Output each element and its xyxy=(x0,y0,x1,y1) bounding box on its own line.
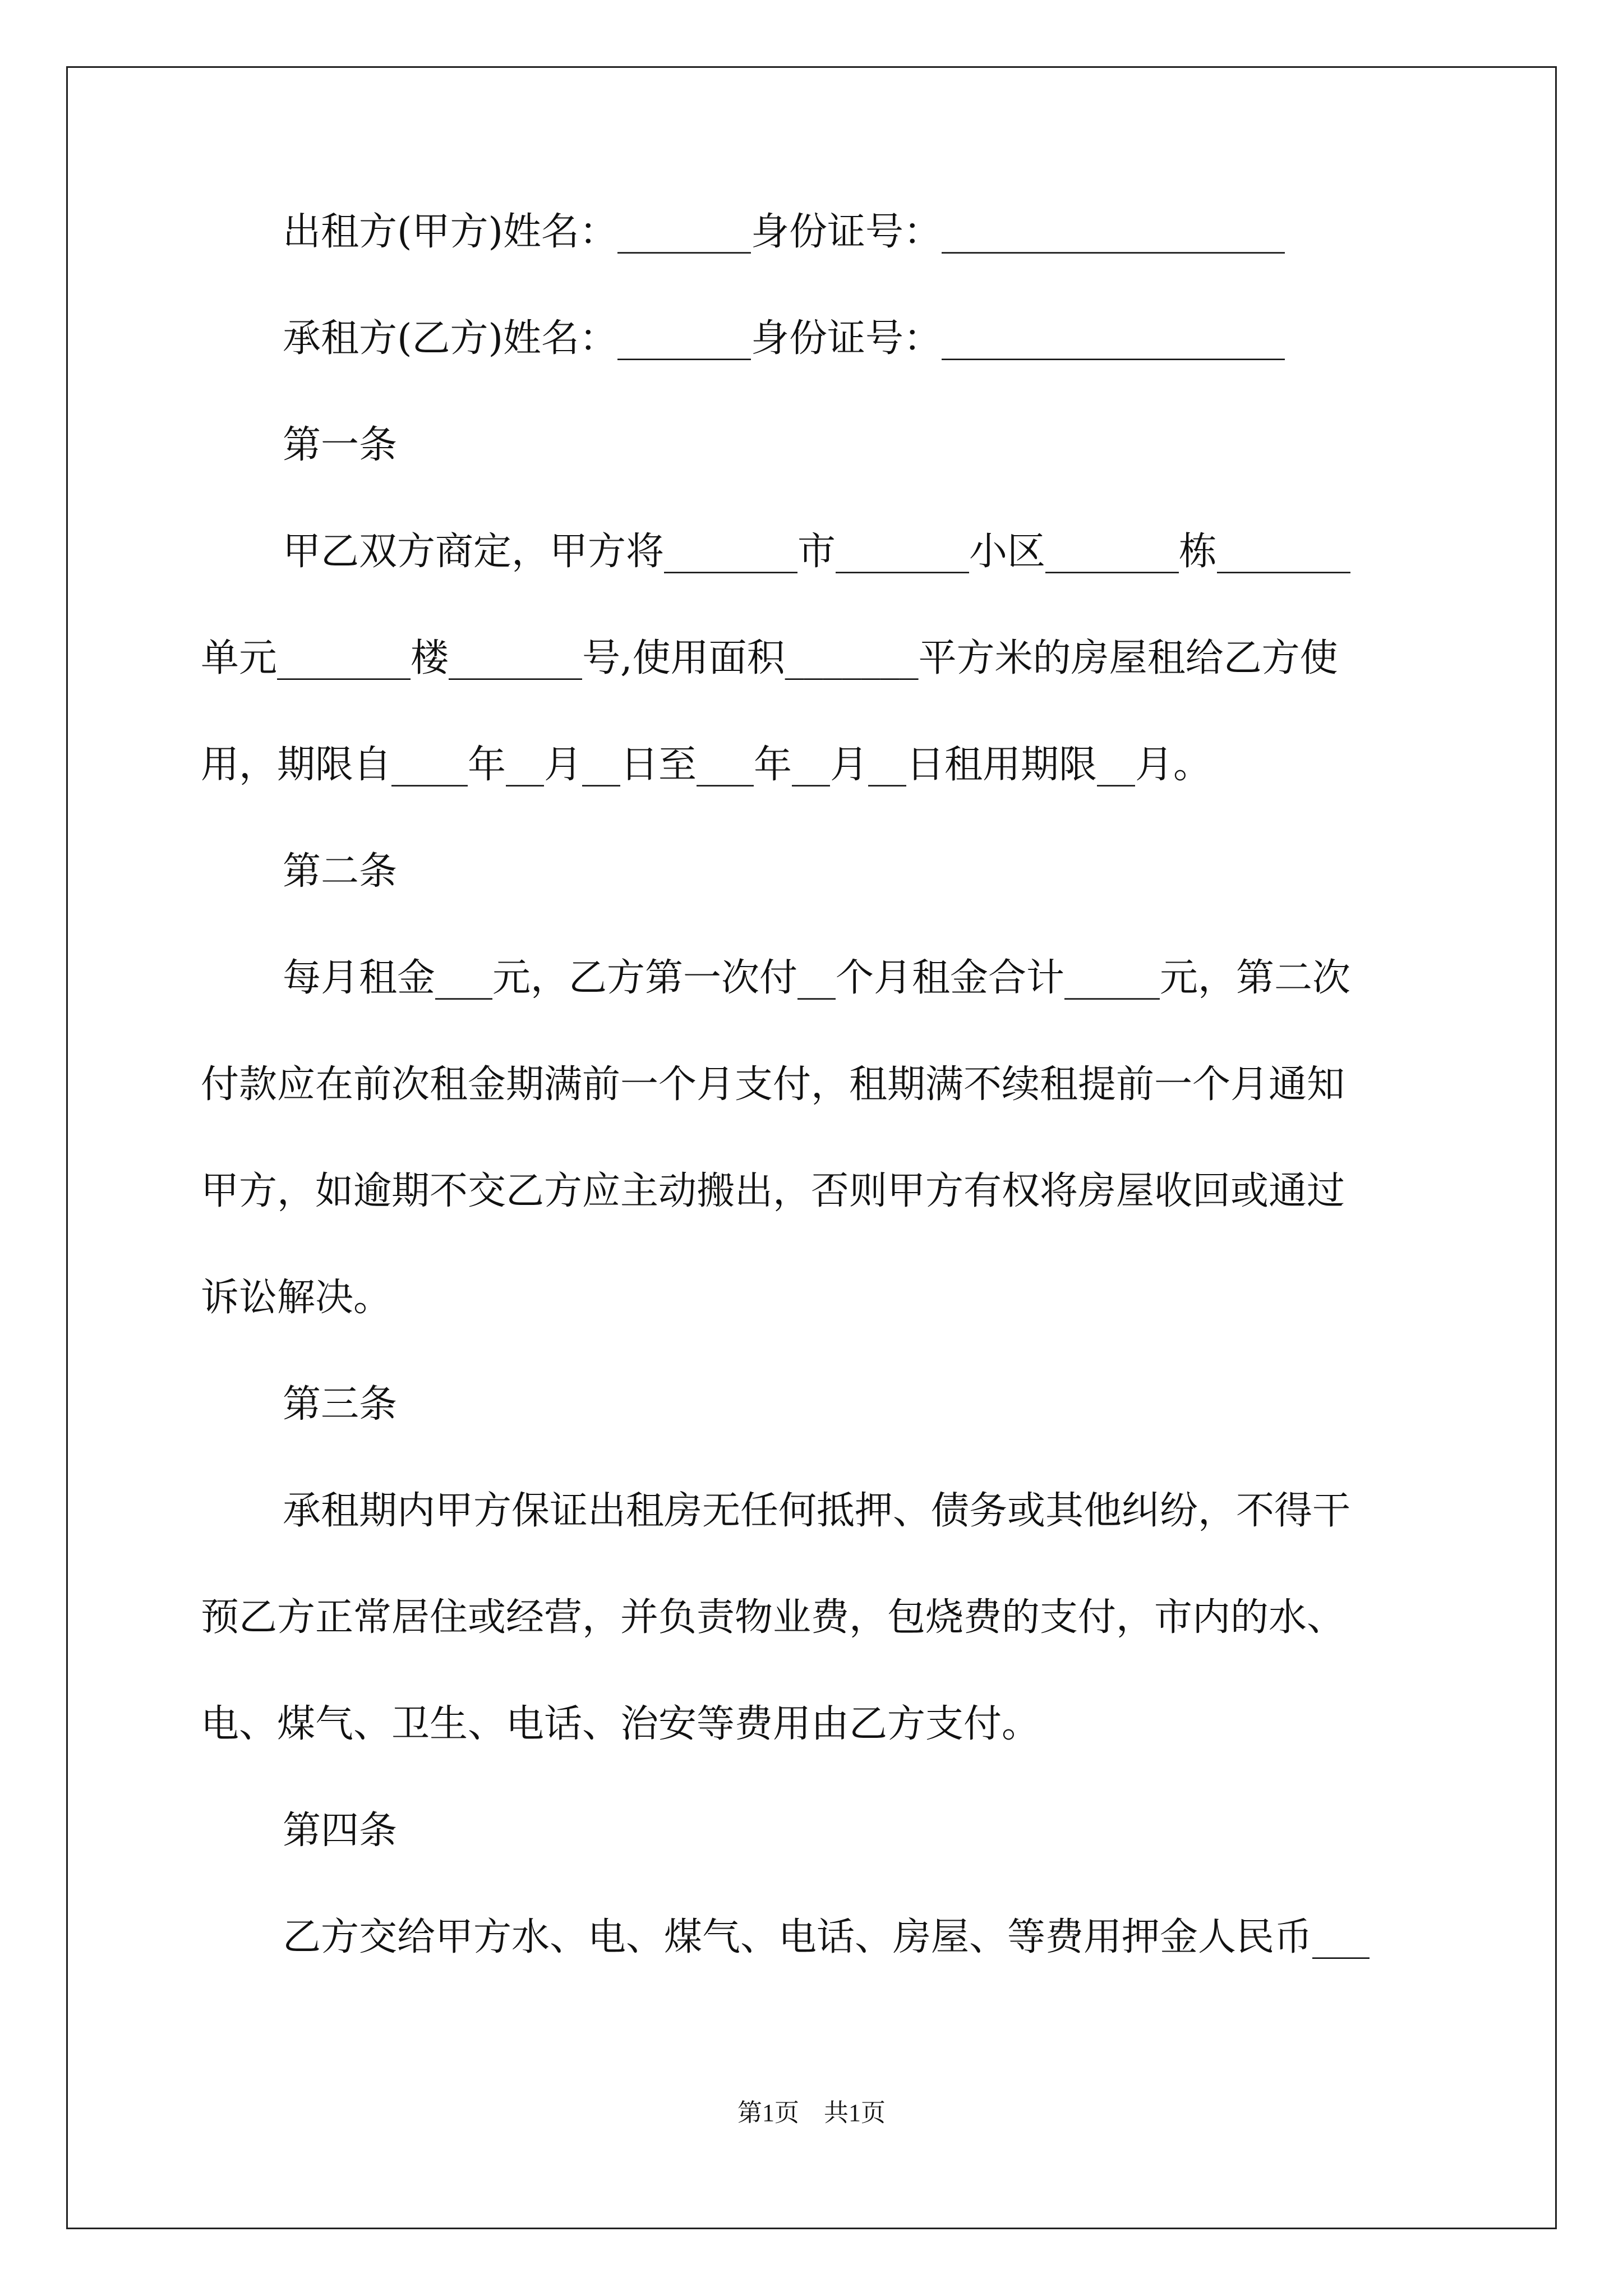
article-1-text-line-3: 用，期限自____年__月__日至___年__月__日租用期限__月。 xyxy=(201,743,1212,787)
article-2-text-line-3: 甲方，如逾期不交乙方应主动搬出，否则甲方有权将房屋收回或通过 xyxy=(201,1169,1345,1213)
article-2-text-line-2: 付款应在前次租金期满前一个月支付，租期满不续租提前一个月通知 xyxy=(201,1062,1345,1107)
article-4-text-line-1: 乙方交给甲方水、电、煤气、电话、房屋、等费用押金人民币___ xyxy=(283,1915,1370,1959)
article-2-heading: 第二条 xyxy=(283,849,398,894)
article-4-heading: 第四条 xyxy=(283,1809,398,1853)
article-1-text-line-1: 甲乙双方商定，甲方将_______市_______小区_______栋_______ xyxy=(283,530,1351,574)
article-3-heading: 第三条 xyxy=(283,1382,398,1427)
lessee-name-line: 承租方(乙方)姓名：_______身份证号：__________________ xyxy=(283,316,1285,361)
article-1-text-line-2: 单元_______楼_______号,使用面积_______平方米的房屋租给乙方使 xyxy=(201,636,1338,680)
page-frame xyxy=(66,66,1557,2229)
article-3-text-line-3: 电、煤气、卫生、电话、治安等费用由乙方支付。 xyxy=(201,1702,1040,1746)
article-3-text-line-2: 预乙方正常居住或经营，并负责物业费，包烧费的支付，市内的水、 xyxy=(201,1595,1345,1640)
article-3-text-line-1: 承租期内甲方保证出租房无任何抵押、债务或其他纠纷，不得干 xyxy=(283,1489,1351,1533)
article-2-text-line-4: 诉讼解决。 xyxy=(201,1276,392,1320)
article-2-text-line-1: 每月租金___元，乙方第一次付__个月租金合计_____元，第二次 xyxy=(283,956,1351,1000)
page-number-footer: 第1页 共1页 xyxy=(737,2099,886,2127)
article-1-heading: 第一条 xyxy=(283,423,398,467)
lessor-name-line: 出租方(甲方)姓名：_______身份证号：__________________ xyxy=(283,210,1285,254)
